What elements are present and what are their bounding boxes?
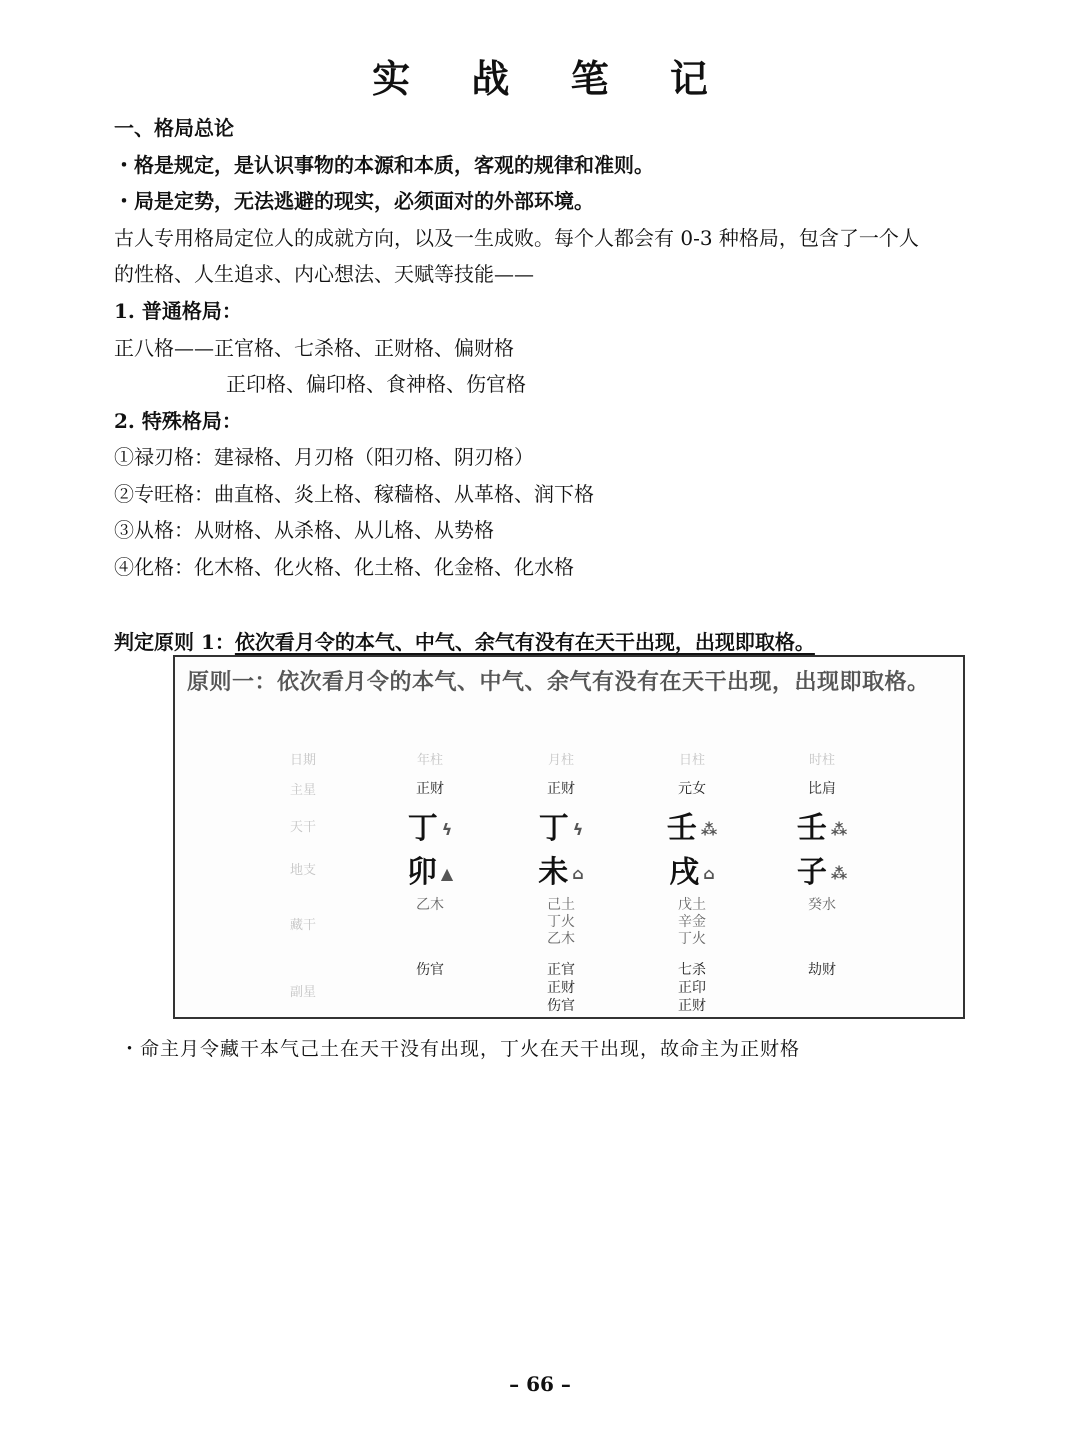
side-stars bbox=[385, 961, 475, 979]
paragraph-line: 的性格、人生追求、内心想法、天赋等技能—— bbox=[114, 262, 534, 286]
row-label-date: 日期 bbox=[289, 753, 316, 768]
side-star: 正财 bbox=[547, 980, 575, 996]
stem-char: 丁 bbox=[407, 811, 438, 846]
earthly-branch bbox=[777, 847, 867, 891]
heavenly-stem bbox=[647, 803, 737, 847]
figure-title: 原则一：依次看月令的本气、中气、余气有没有在天干出现，出现即取格。 bbox=[187, 669, 930, 695]
row-label-branch: 地支 bbox=[289, 863, 316, 878]
subsection-heading: 2. 特殊格局： bbox=[114, 409, 242, 433]
branch-char: 卯 bbox=[406, 855, 437, 890]
earthly-branch bbox=[647, 847, 737, 891]
side-star: 正印 bbox=[678, 980, 706, 996]
side-star: 伤官 bbox=[416, 962, 444, 978]
bullet-line: ・局是定势，无法逃避的现实，必须面对的外部环境。 bbox=[114, 189, 594, 213]
hidden-stems bbox=[516, 897, 606, 948]
rule-text: 依次看月令的本气、中气、余气有没有在天干出现，出现即取格。 bbox=[234, 630, 815, 654]
hidden-stem: 戊土 bbox=[678, 897, 706, 913]
section-heading: 一、格局总论 bbox=[114, 116, 234, 140]
hidden-stem: 丁火 bbox=[547, 914, 575, 930]
list-item: ③从格：从财格、从杀格、从儿格、从势格 bbox=[114, 518, 494, 542]
hidden-stems bbox=[777, 897, 867, 914]
stem-char: 丁 bbox=[538, 811, 569, 846]
main-star: 比肩 bbox=[808, 781, 836, 797]
bazi-chart-figure bbox=[173, 655, 965, 1019]
branch-char: 戌 bbox=[669, 855, 700, 890]
main-star: 元女 bbox=[678, 781, 706, 797]
earth-icon: ⌂ bbox=[703, 864, 715, 883]
rule-heading bbox=[114, 626, 815, 655]
fire-icon: ▲ bbox=[440, 864, 454, 883]
heavenly-stem bbox=[385, 803, 475, 847]
hidden-stem: 丁火 bbox=[678, 931, 706, 947]
bullet-line: ・格是规定，是认识事物的本源和本质，客观的规律和准则。 bbox=[114, 153, 654, 177]
rule-prefix: 判定原则 1： bbox=[114, 630, 235, 654]
paragraph-line: 古人专用格局定位人的成就方向，以及一生成败。每个人都会有 0-3 种格局，包含了一个人 bbox=[114, 226, 919, 250]
water-icon: ⁂ bbox=[830, 864, 848, 883]
page-title: 实 战 笔 记 bbox=[372, 56, 732, 101]
list-line: 正八格——正官格、七杀格、正财格、偏财格 bbox=[114, 336, 514, 360]
list-item: ②专旺格：曲直格、炎上格、稼穑格、从革格、润下格 bbox=[114, 482, 594, 506]
column-head-month: 月柱 bbox=[547, 753, 574, 768]
row-label-stem: 天干 bbox=[289, 820, 316, 835]
row-label-hidden-stems: 藏干 bbox=[289, 918, 316, 933]
side-stars bbox=[516, 961, 606, 1015]
branch-char: 子 bbox=[796, 855, 827, 890]
hidden-stems bbox=[647, 897, 737, 948]
list-line: 正印格、偏印格、食神格、伤官格 bbox=[226, 372, 526, 396]
stem-char: 壬 bbox=[796, 811, 827, 846]
side-star: 劫财 bbox=[808, 962, 836, 978]
list-item: ④化格：化木格、化火格、化土格、化金格、化水格 bbox=[114, 555, 574, 579]
side-star: 七杀 bbox=[678, 962, 706, 978]
branch-char: 未 bbox=[538, 855, 569, 890]
earthly-branch bbox=[516, 847, 606, 891]
earthly-branch bbox=[385, 847, 475, 891]
hidden-stem: 辛金 bbox=[678, 914, 706, 930]
flame-icon: ϟ bbox=[441, 820, 453, 839]
hidden-stem: 癸水 bbox=[808, 897, 836, 913]
main-star: 正财 bbox=[547, 781, 575, 797]
heavenly-stem bbox=[777, 803, 867, 847]
side-star: 正官 bbox=[547, 962, 575, 978]
conclusion-note: ・命主月令藏干本气己土在天干没有出现，丁火在天干出现，故命主为正财格 bbox=[120, 1038, 801, 1060]
side-stars bbox=[647, 961, 737, 1015]
row-label-main-star: 主星 bbox=[289, 783, 316, 798]
side-star: 伤官 bbox=[547, 998, 575, 1014]
page-number: – 66 – bbox=[509, 1372, 571, 1396]
column-head-hour: 时柱 bbox=[808, 753, 835, 768]
heavenly-stem bbox=[516, 803, 606, 847]
side-stars bbox=[777, 961, 867, 979]
hidden-stems bbox=[385, 897, 475, 914]
side-star: 正财 bbox=[678, 998, 706, 1014]
hidden-stem: 乙木 bbox=[416, 897, 444, 913]
earth-icon: ⌂ bbox=[572, 864, 584, 883]
stem-char: 壬 bbox=[666, 811, 697, 846]
water-icon: ⁂ bbox=[830, 820, 848, 839]
column-head-day: 日柱 bbox=[678, 753, 705, 768]
column-head-year: 年柱 bbox=[416, 753, 443, 768]
list-item: ①禄刃格：建禄格、月刃格（阳刃格、阴刃格） bbox=[114, 445, 534, 469]
water-icon: ⁂ bbox=[700, 820, 718, 839]
row-label-side-stars: 副星 bbox=[289, 985, 316, 1000]
main-star: 正财 bbox=[416, 781, 444, 797]
subsection-heading: 1. 普通格局： bbox=[114, 299, 242, 323]
flame-icon: ϟ bbox=[572, 820, 584, 839]
hidden-stem: 己土 bbox=[547, 897, 575, 913]
hidden-stem: 乙木 bbox=[547, 931, 575, 947]
